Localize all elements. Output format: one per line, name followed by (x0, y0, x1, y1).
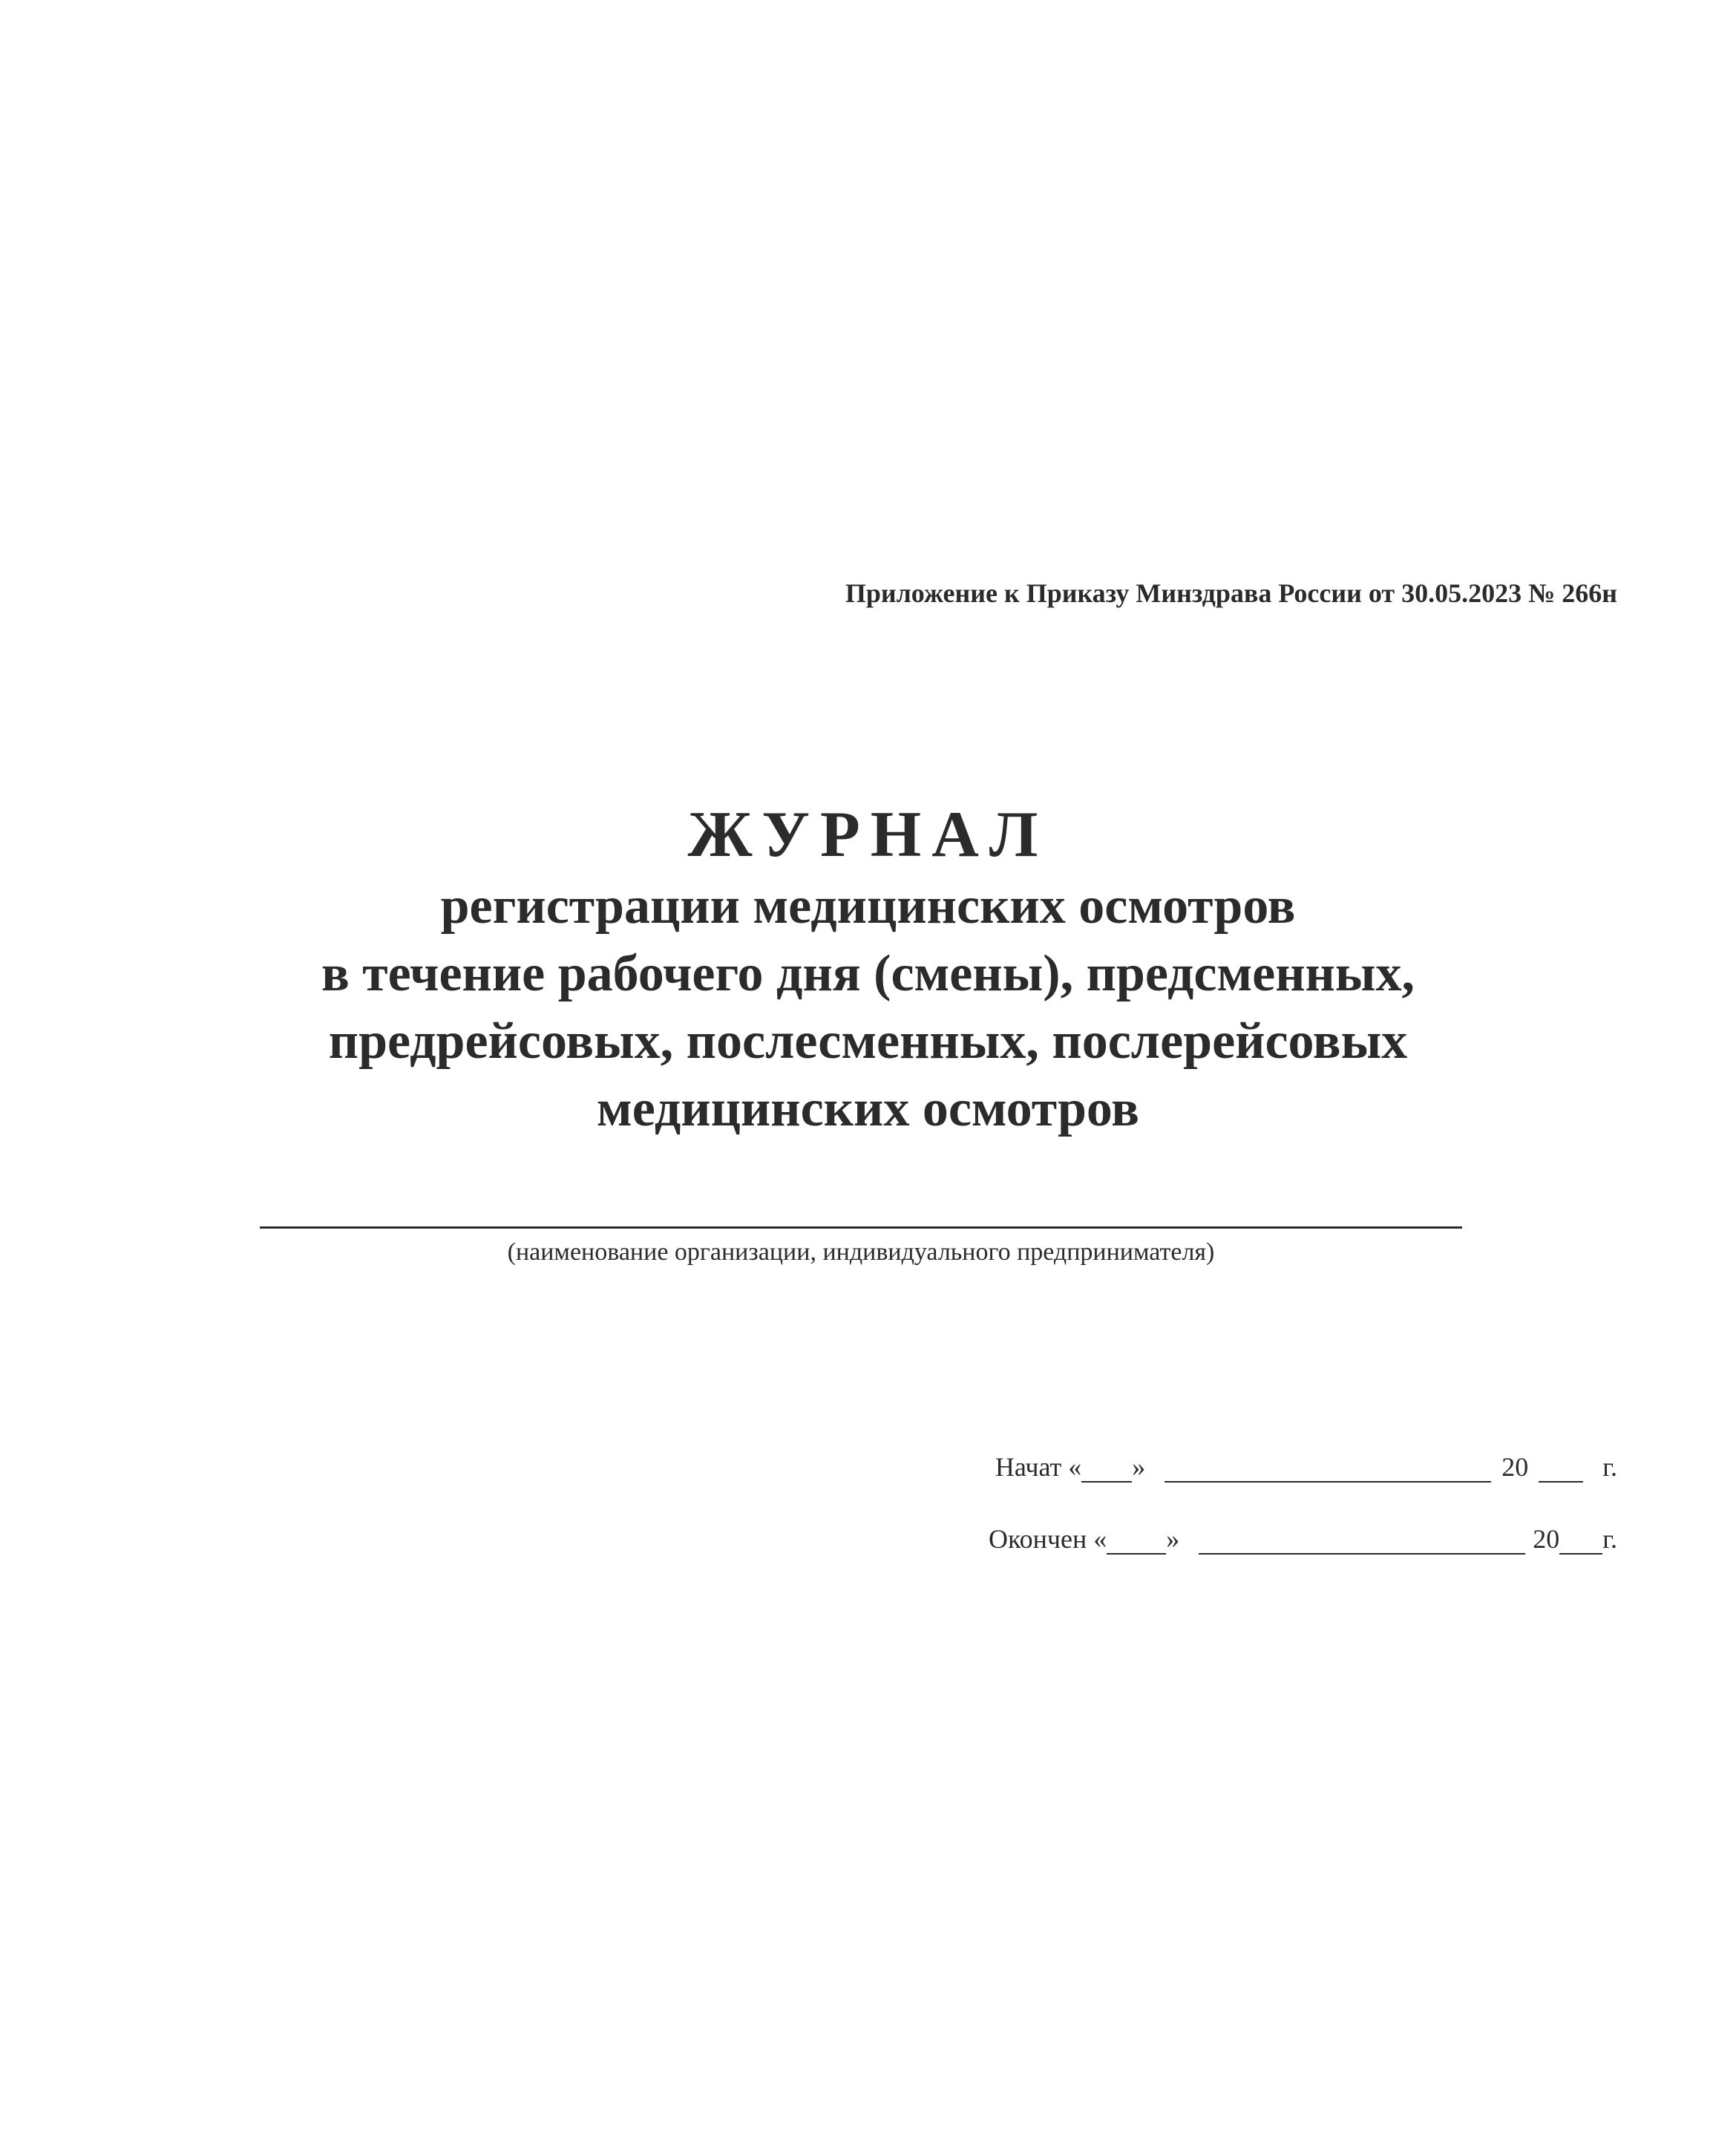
start-year-blank (1539, 1456, 1583, 1483)
journal-title: ЖУРНАЛ (687, 799, 1049, 871)
end-year-prefix: 20 (1533, 1524, 1560, 1554)
subtitle-line: предрейсовых, послесменных, послерейсовых (328, 1013, 1408, 1070)
start-day-blank (1081, 1456, 1132, 1483)
start-year-prefix: 20 (1501, 1452, 1529, 1482)
subtitle-line: в течение рабочего дня (смены), предсменных, (321, 945, 1415, 1002)
organization-name-line (260, 1226, 1462, 1229)
end-day-blank (1107, 1528, 1166, 1555)
title-block (0, 798, 1736, 1143)
start-date-label: Начат « (995, 1452, 1082, 1482)
appendix-reference: Приложение к Приказу Минздрава России от 30.05.2023 № 266н (845, 578, 1617, 608)
end-year-blank (1559, 1528, 1602, 1555)
subtitle-line: регистрации медицинских осмотров (440, 877, 1296, 935)
subtitle-line: медицинских осмотров (597, 1080, 1139, 1137)
end-date-label: Окончен « (989, 1524, 1107, 1554)
organization-name-caption: (наименование организации, индивидуального предпринимателя) (507, 1238, 1215, 1266)
end-month-blank (1199, 1528, 1525, 1555)
start-month-blank (1165, 1456, 1491, 1483)
start-date-row (995, 1451, 1617, 1483)
end-date-row (989, 1523, 1617, 1555)
start-quote-close: » (1132, 1452, 1146, 1482)
start-year-suffix: г. (1602, 1452, 1617, 1482)
end-quote-close: » (1166, 1524, 1180, 1554)
end-year-suffix: г. (1602, 1524, 1617, 1554)
